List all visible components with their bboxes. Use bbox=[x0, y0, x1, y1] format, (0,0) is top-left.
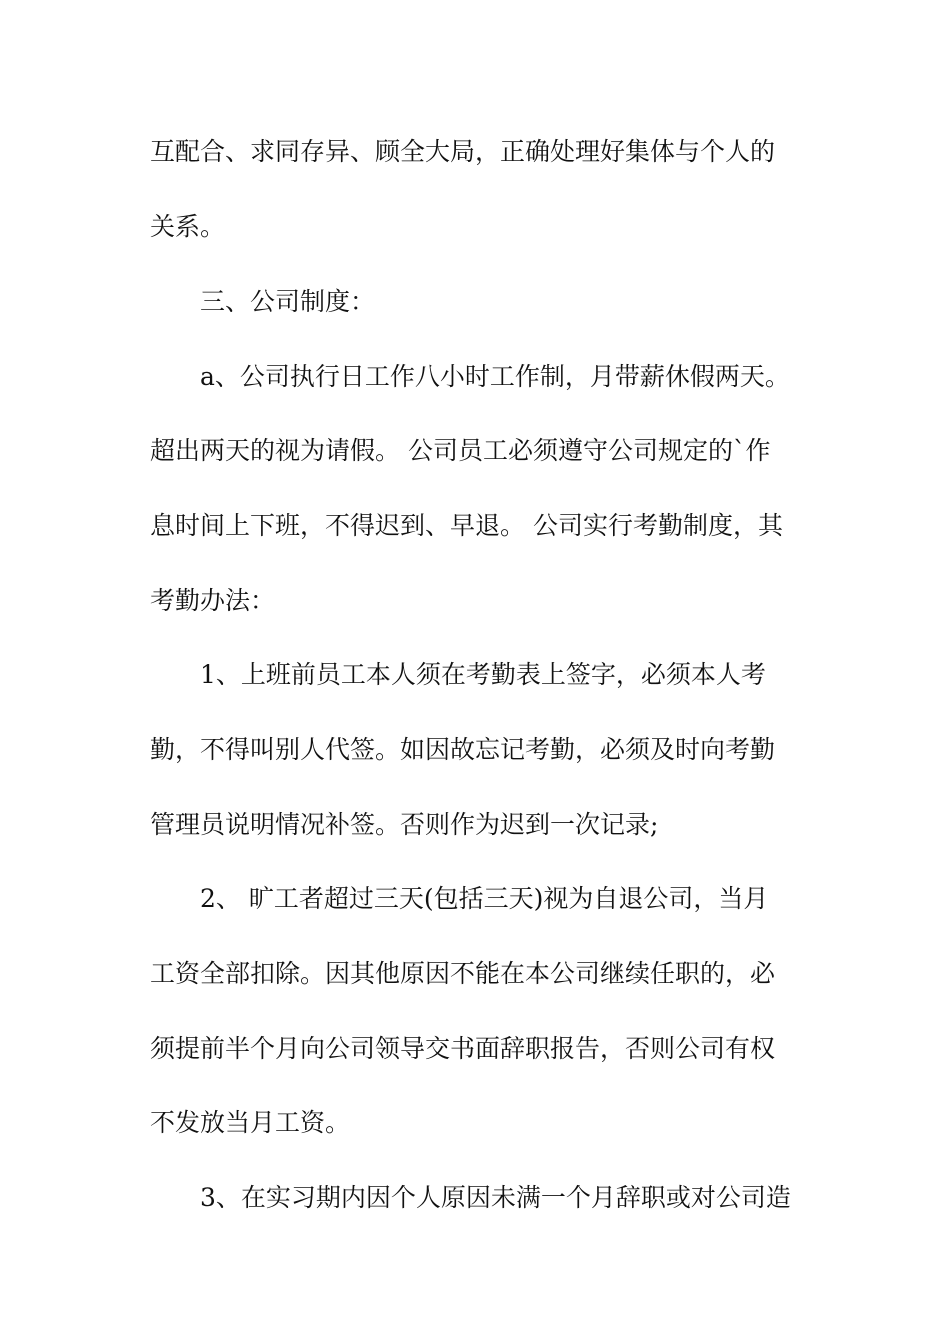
text-line: 超出两天的视为请假。 公司员工必须遵守公司规定的`作 bbox=[150, 436, 771, 465]
text-line: 不发放当月工资。 bbox=[150, 1108, 351, 1137]
section-heading: 三、公司制度： bbox=[200, 287, 376, 316]
text-line: 勤，不得叫别人代签。如因故忘记考勤，必须及时向考勤 bbox=[150, 735, 776, 764]
text-line: 2、 旷工者超过三天(包括三天)视为自退公司，当月 bbox=[200, 884, 769, 913]
text-line: 3、在实习期内因个人原因未满一个月辞职或对公司造 bbox=[200, 1183, 791, 1212]
text-line: 互配合、求同存异、顾全大局，正确处理好集体与个人的 bbox=[150, 137, 776, 166]
text-line: 关系。 bbox=[150, 212, 226, 241]
text-line: a、公司执行日工作八小时工作制，月带薪休假两天。 bbox=[200, 362, 790, 391]
text-line: 管理员说明情况补签。否则作为迟到一次记录; bbox=[150, 810, 659, 839]
text-line: 考勤办法： bbox=[150, 586, 276, 615]
text-line: 1、上班前员工本人须在考勤表上签字，必须本人考 bbox=[200, 660, 766, 689]
text-line: 工资全部扣除。因其他原因不能在本公司继续任职的，必 bbox=[150, 959, 776, 988]
text-line: 息时间上下班，不得迟到、早退。 公司实行考勤制度，其 bbox=[150, 511, 783, 540]
text-line: 须提前半个月向公司领导交书面辞职报告，否则公司有权 bbox=[150, 1034, 776, 1063]
